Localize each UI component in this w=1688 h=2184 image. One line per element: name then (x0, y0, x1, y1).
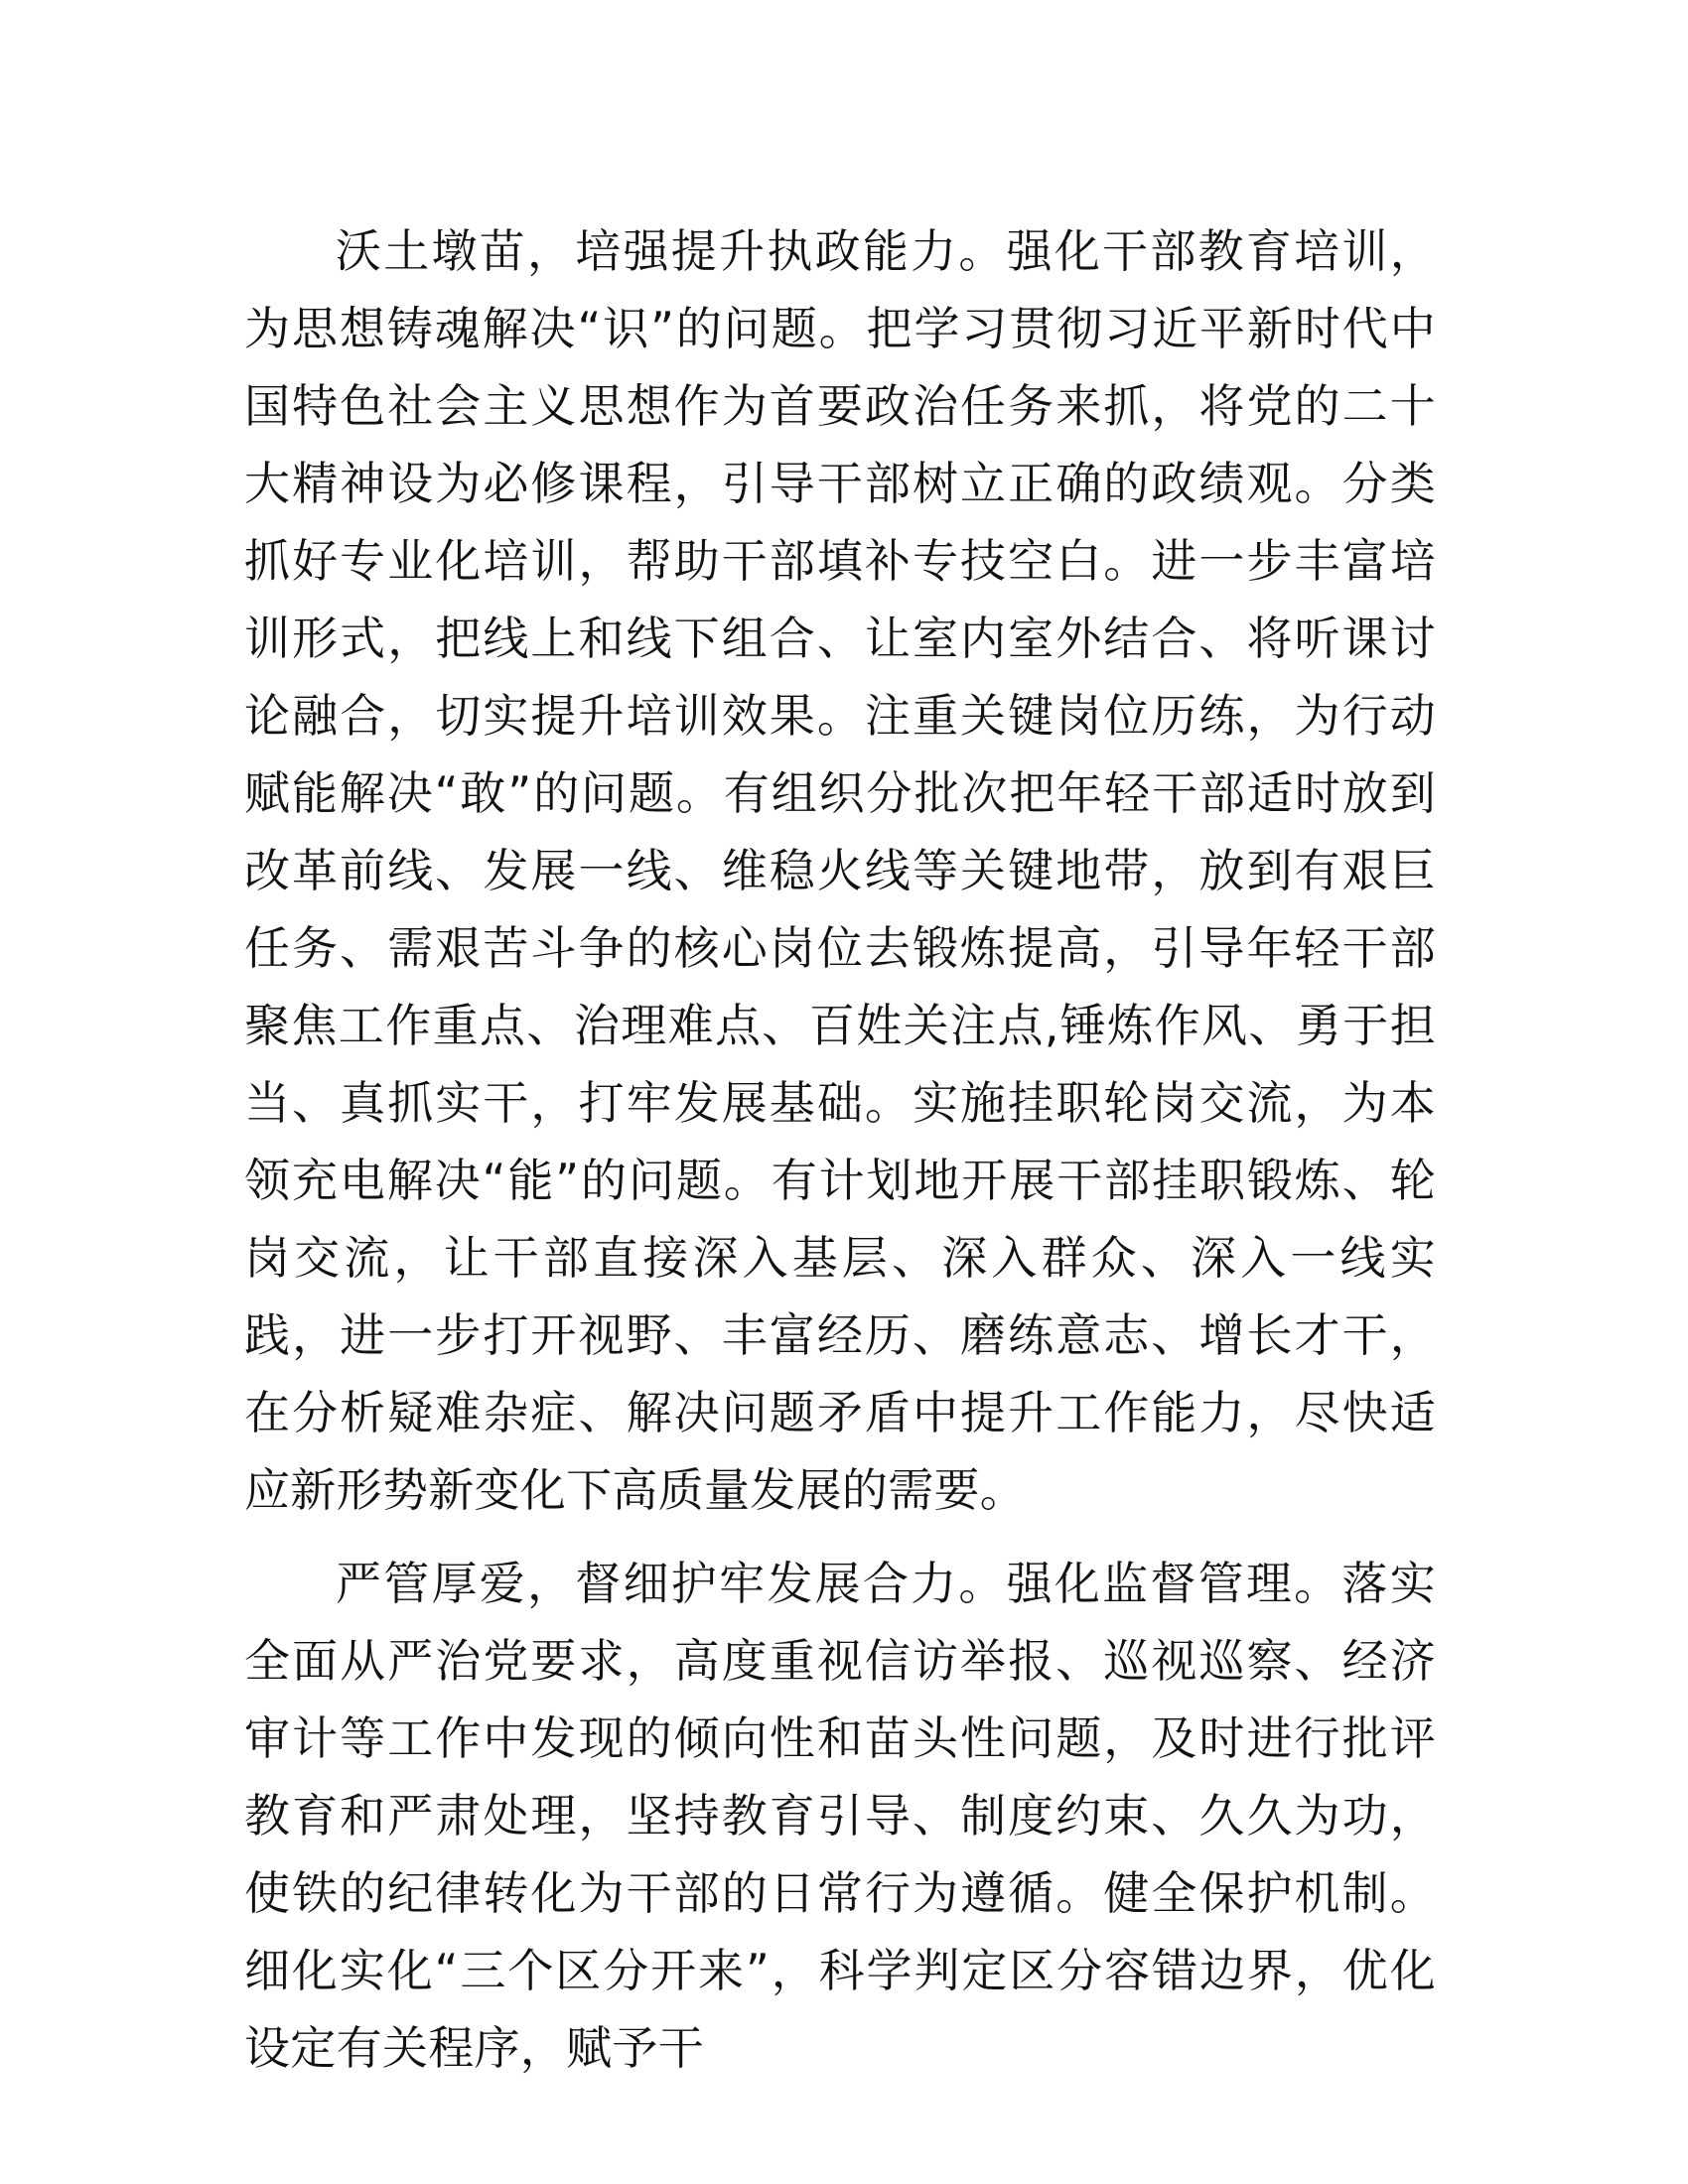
paragraph-cultivation: 沃土墩苗，培强提升执政能力。强化干部教育培训，为思想铸魂解决“识”的问题。把学习贯彻习近平新时代中国特色社会主义思想作为首要政治任务来抓，将党的二十大精神设为必修课程，引导干部树立正确的政绩观。分类抓好专业化培训，帮助干部填补专技空白。进一步丰富培训形式，把线上和线下组合、让室内室外结合、将听课讨论融合，切实提升培训效果。注重关键岗位历练，为行动赋能解决“敢”的问题。有组织分批次把年轻干部适时放到改革前线、发展一线、维稳火线等关键地带，放到有艰巨任务、需艰苦斗争的核心岗位去锻炼提高，引导年轻干部聚焦工作重点、治理难点、百姓关注点,锤炼作风、勇于担当、真抓实干，打牢发展基础。实施挂职轮岗交流，为本领充电解决“能”的问题。有计划地开展干部挂职锻炼、轮岗交流，让干部直接深入基层、深入群众、深入一线实践，进一步打开视野、丰富经历、磨练意志、增长才干，在分析疑难杂症、解决问题矛盾中提升工作能力，尽快适应新形势新变化下高质量发展的需要。 (244, 224, 1436, 1517)
document-body (244, 212, 1436, 2087)
paragraph-supervision: 严管厚爱，督细护牢发展合力。强化监督管理。落实全面从严治党要求，高度重视信访举报、巡视巡察、经济审计等工作中发现的倾向性和苗头性问题，及时进行批评教育和严肃处理，坚持教育引导、制度约束、久久为功，使铁的纪律转化为干部的日常行为遵循。健全保护机制。细化实化“三个区分开来”，科学判定区分容错边界，优化设定有关程序，赋予干 (244, 1557, 1436, 2075)
